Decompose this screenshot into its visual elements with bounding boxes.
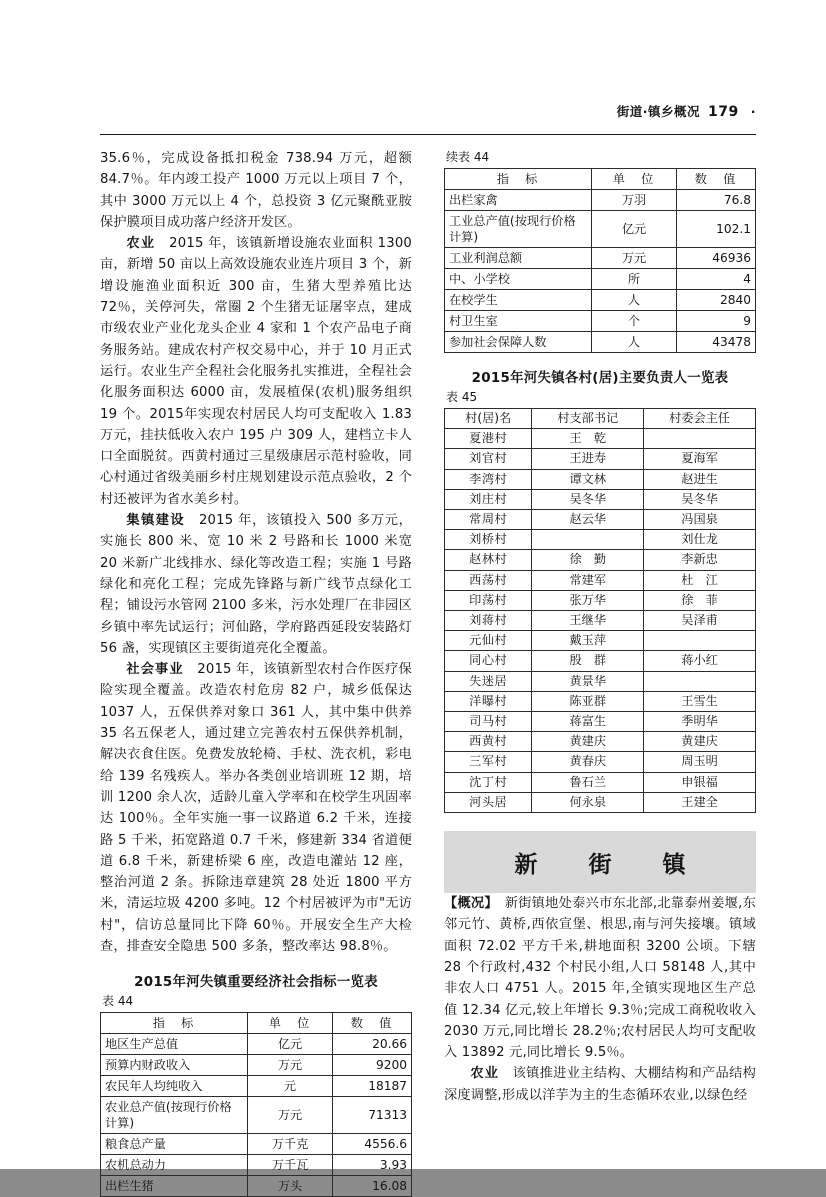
cell-director: 徐 菲 [644,590,756,610]
cell-unit: 亿元 [592,211,677,248]
cell-indicator: 农业总产值(按现行价格计算) [101,1097,248,1134]
table-row [445,611,756,631]
table-44-cont-number: 续表 44 [446,150,490,164]
table-row [445,671,756,691]
lead-social-affairs: 社会事业 [126,662,184,678]
table-row [445,570,756,590]
cell-director: 季明华 [644,712,756,732]
cell-unit: 万元 [248,1055,333,1076]
cell-secretary: 王继华 [532,611,644,631]
cell-value: 102.1 [677,211,756,248]
cell-value: 4556.6 [333,1134,412,1155]
cell-unit: 万元 [592,248,677,269]
table-row [445,631,756,651]
cell-village: 元仙村 [445,631,532,651]
cell-village: 失迷居 [445,671,532,691]
cell-indicator: 中、小学校 [445,269,592,290]
cell-village: 常周村 [445,510,532,530]
cell-village: 司马村 [445,712,532,732]
table-45 [444,408,756,813]
cell-director: 王雪生 [644,691,756,711]
cell-secretary: 黄建庆 [532,732,644,752]
table-44 [100,1012,412,1197]
table-row [101,1176,412,1197]
table-row [445,311,756,332]
cell-secretary: 张万华 [532,590,644,610]
cell-village: 李湾村 [445,469,532,489]
cell-value: 2840 [677,290,756,311]
cell-value: 20.66 [333,1034,412,1055]
cell-secretary: 鲁石兰 [532,772,644,792]
table-row [445,752,756,772]
table-45-th-village: 村(居)名 [445,409,532,429]
cell-village: 夏港村 [445,429,532,449]
cell-value: 9200 [333,1055,412,1076]
cell-village: 同心村 [445,651,532,671]
table-44-number: 表 44 [102,994,134,1009]
paragraph-social-affairs-text: 2015 年，该镇新型农村合作医疗保险实现全覆盖。改造农村危房 82 户，城乡低保达 1037 人，五保供养对象口 361 人，其中集中供养 35 名五保老人，通过建立完善农村五保供养机制，解决衣食住医。免费发放轮椅、手杖、洗衣机，彩电给 139 名残疾人。举办各类创业培训班 12 期，培训 1200 余人次，适龄儿童入学率和在校学生巩固率达 100％。全年实施一事一议路道 6.2 千米，连接路 5 千米，拓宽路道 0.7 千米，修建新 334 省道便道 6.8 千米，新建桥梁 6 座，改造电灌站 12 座，整治河道 2 条。拆除违章建筑 28 处近 1800 平方米，清运垃圾 4200 多吨。12 个村居被评为市"无访村"，信访总量同比下降 60％。开展安全生产大检查，排查安全隐患 500 多条，整改率达 98.8％。 [100,662,413,954]
table-row [445,190,756,211]
cell-village: 河头居 [445,792,532,812]
cell-value: 18187 [333,1076,412,1097]
cell-secretary: 王进寿 [532,449,644,469]
table-row [445,211,756,248]
cell-secretary: 赵云华 [532,510,644,530]
cell-director: 李新忠 [644,550,756,570]
cell-village: 赵林村 [445,550,532,570]
header-section: 街道·镇乡概况 [616,104,701,119]
cell-village: 刘桥村 [445,530,532,550]
cell-indicator: 出栏家禽 [445,190,592,211]
table-row [445,449,756,469]
cell-indicator: 工业总产值(按现行价格计算) [445,211,592,248]
table-row [445,332,756,353]
header-rule [100,134,756,135]
cell-indicator: 工业利润总额 [445,248,592,269]
table-row [101,1055,412,1076]
cell-village: 三军村 [445,752,532,772]
table-45-number: 表 45 [446,390,478,404]
left-column [100,148,412,1197]
cell-unit: 万羽 [592,190,677,211]
cell-village: 刘庄村 [445,489,532,509]
table-row [445,651,756,671]
paragraph-agriculture-new-text: 该镇推进业主结构、大棚结构和产品结构深度调整,形成以洋芋为主的生态循环农业,以绿色经 [444,1066,756,1103]
table-row [101,1076,412,1097]
cell-secretary: 吴冬华 [532,489,644,509]
cell-secretary: 殷 群 [532,651,644,671]
table-row [445,510,756,530]
cell-value: 76.8 [677,190,756,211]
cell-secretary [532,530,644,550]
table-44-cont-th-value: 数 值 [677,169,756,190]
cell-indicator: 农机总动力 [101,1155,248,1176]
tag-overview: 【概况】 [444,896,492,912]
header-page-number: 179 [708,104,739,120]
cell-director: 冯国泉 [644,510,756,530]
cell-secretary: 何永泉 [532,792,644,812]
table-row [445,530,756,550]
cell-secretary: 常建军 [532,570,644,590]
cell-value: 16.08 [333,1176,412,1197]
paragraph-continuation: 35.6％，完成设备抵扣税金 738.94 万元，超额 84.7％。年内竣工投产 1000 万元以上项目 7 个，其中 3000 万元以上 4 个，总投资 3 亿元聚酰亚胺保护膜项目成功落户经济开发区。 [100,151,412,230]
cell-unit: 亿元 [248,1034,333,1055]
cell-indicator: 在校学生 [445,290,592,311]
cell-director: 刘仕龙 [644,530,756,550]
table-row [445,590,756,610]
cell-secretary: 黄景华 [532,671,644,691]
page-sheet [72,96,756,1194]
table-44-title: 2015年河失镇重要经济社会指标一览表 [134,975,378,991]
cell-secretary: 蒋富生 [532,712,644,732]
table-row [445,550,756,570]
lead-town-construction: 集镇建设 [126,513,186,529]
cell-director: 周玉明 [644,752,756,772]
cell-village: 沈丁村 [445,772,532,792]
cell-director: 吴冬华 [644,489,756,509]
cell-unit: 万元 [248,1097,333,1134]
cell-value: 71313 [333,1097,412,1134]
cell-indicator: 村卫生室 [445,311,592,332]
table-44-th-unit: 单 位 [248,1013,333,1034]
cell-director [644,429,756,449]
cell-director [644,671,756,691]
cell-village: 刘官村 [445,449,532,469]
cell-indicator: 农民年人均纯收入 [101,1076,248,1097]
table-row [445,792,756,812]
cell-unit: 万千克 [248,1134,333,1155]
table-row [445,691,756,711]
cell-director: 吴泽甫 [644,611,756,631]
paragraph-overview [444,893,756,1063]
cell-village: 西黄村 [445,732,532,752]
cell-secretary: 徐 勤 [532,550,644,570]
table-45-th-director: 村委会主任 [644,409,756,429]
cell-director: 杜 江 [644,570,756,590]
table-44-th-indicator: 指 标 [101,1013,248,1034]
paragraph-social-affairs [100,659,412,957]
cell-indicator: 参加社会保障人数 [445,332,592,353]
cell-secretary: 谭文林 [532,469,644,489]
cell-value: 46936 [677,248,756,269]
cell-village: 洋曝村 [445,691,532,711]
cell-unit: 所 [592,269,677,290]
table-row [445,712,756,732]
section-banner [444,831,756,893]
cell-value: 3.93 [333,1155,412,1176]
header-trailing-dot: · [750,104,756,119]
cell-director: 蒋小红 [644,651,756,671]
cell-director: 夏海军 [644,449,756,469]
paragraph-agriculture-new [444,1063,756,1106]
cell-director [644,631,756,651]
cell-indicator: 出栏生猪 [101,1176,248,1197]
cell-value: 4 [677,269,756,290]
table-45-header-row [445,409,756,429]
table-row [445,269,756,290]
table-row [445,489,756,509]
table-44-cont-header-row [445,169,756,190]
cell-director: 黄建庆 [644,732,756,752]
paragraph-overview-text: 新街镇地处泰兴市东北部,北靠泰州姜堰,东邻元竹、黄桥,西依宣堡、根思,南与河失接壤。镇域面积 72.02 平方千米,耕地面积 3200 公顷。下辖 28 个行政村,432 个村民小组,人口 58148 人,其中非农人口 4751 人。2015 年,全镇实现地区生产总值 12.34 亿元,较上年增长 9.3％;完成工商税收收入 2030 万元,同比增长 28.2％;农村居民人均可支配收入 13892 元,同比增长 9.5％。 [444,896,756,1061]
cell-unit: 个 [592,311,677,332]
cell-indicator: 预算内财政收入 [101,1055,248,1076]
cell-value: 9 [677,311,756,332]
table-44-header-row [101,1013,412,1034]
table-45-title: 2015年河失镇各村(居)主要负责人一览表 [471,371,729,386]
cell-director: 申银福 [644,772,756,792]
cell-indicator: 粮食总产量 [101,1134,248,1155]
table-row [101,1034,412,1055]
cell-unit: 万头 [248,1176,333,1197]
cell-value: 43478 [677,332,756,353]
table-row [101,1155,412,1176]
paragraph-agriculture-text: 2015 年，该镇新增设施农业面积 1300 亩，新增 50 亩以上高效设施农业连片项目 3 个，新增设施渔业面积近 300 亩，生猪大型养殖比达 72％，关停河失，常圈 2 个生猪无证屠宰点，建成市级农业产业化龙头企业 4 家和 1 个农产品电子商务服务站。建成农村产权交易中心，并于 10 月正式运行。农业生产全程社会化服务扎实推进，全程社会化服务面积达 6000 亩，发展植保(农机)服务组织 19 个。2015年实现农村居民人均可支配收入 1.83 万元，挂扶低收入农户 195 户 309 人，建档立卡人口全面脱贫。西黄村通过三星级康居示范村验收，同心村通过省级美丽乡村庄规划建设示范点验收，2 个村还被评为省水美乡村。 [100,236,413,507]
lead-agriculture-new: 农业 [470,1066,500,1082]
table-row [445,248,756,269]
cell-unit: 人 [592,332,677,353]
table-row [445,469,756,489]
table-row [445,429,756,449]
cell-unit: 人 [592,290,677,311]
cell-village: 印荡村 [445,590,532,610]
cell-secretary: 戴玉萍 [532,631,644,651]
cell-unit: 万千瓦 [248,1155,333,1176]
table-44-continued [444,168,756,353]
paragraph-town-construction [100,510,412,659]
cell-director: 赵进生 [644,469,756,489]
paragraph-town-construction-text: 2015 年，该镇投入 500 多万元，实施长 800 米、宽 10 米 2 号路和长 1000 米宽 20 米新广北线排水、绿化等改造工程；实施 1 号路绿化和亮化工程；完成先锋路与新广线节点绿化工程；铺设污水管网 2100 多米，污水处理厂在非园区乡镇中率先试运行；河仙路，学府路西延段安装路灯 56 盏，实现镇区主要街道亮化全覆盖。 [100,513,412,656]
table-row [445,290,756,311]
cell-indicator: 地区生产总值 [101,1034,248,1055]
cell-village: 刘蒋村 [445,611,532,631]
table-row [101,1134,412,1155]
right-column [444,148,756,1106]
table-45-th-secretary: 村支部书记 [532,409,644,429]
table-row [101,1097,412,1134]
table-row [445,732,756,752]
cell-director: 王建全 [644,792,756,812]
table-44-th-value: 数 值 [333,1013,412,1034]
table-44-cont-th-unit: 单 位 [592,169,677,190]
cell-secretary: 黄春庆 [532,752,644,772]
table-row [445,772,756,792]
cell-secretary: 陈亚群 [532,691,644,711]
lead-agriculture: 农业 [126,236,156,252]
table-44-cont-th-indicator: 指 标 [445,169,592,190]
paragraph-agriculture [100,233,412,510]
cell-village: 西荡村 [445,570,532,590]
cell-secretary: 王 乾 [532,429,644,449]
cell-unit: 元 [248,1076,333,1097]
section-title: 新 街 镇 [514,851,700,878]
page-header [617,102,756,120]
